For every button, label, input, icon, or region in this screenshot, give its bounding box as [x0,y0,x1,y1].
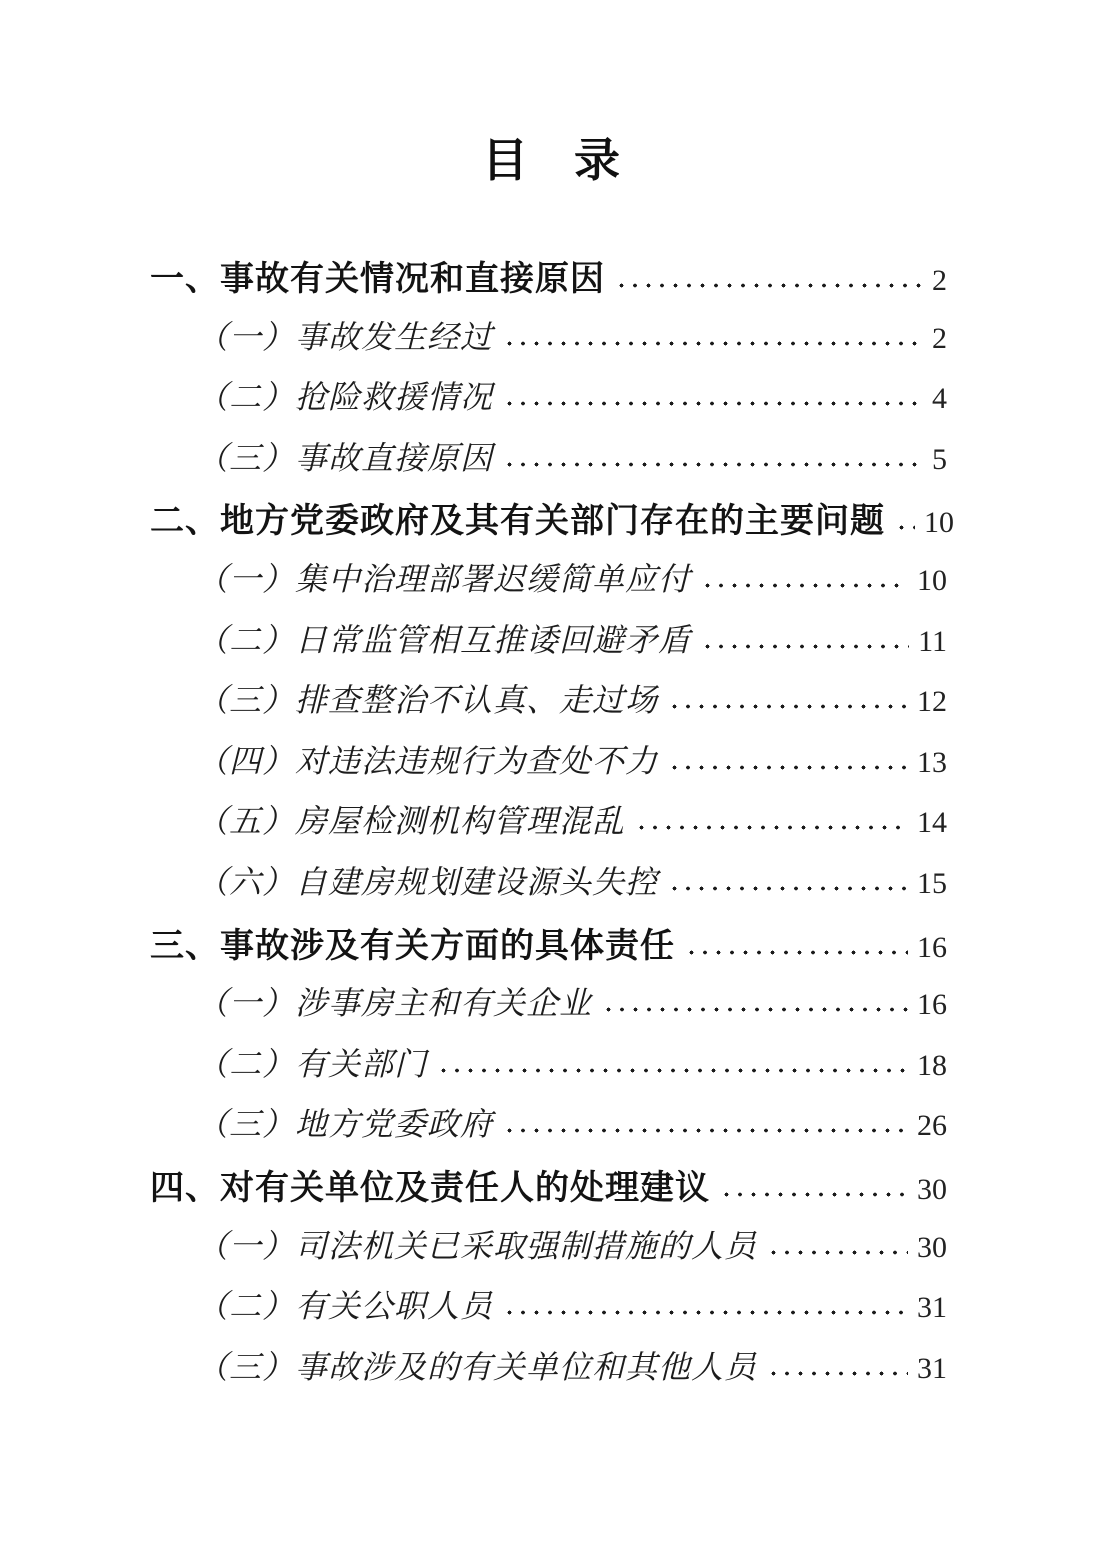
toc-entry-label: （三）事故涉及的有关单位和其他人员 [196,1348,758,1385]
toc-entry[interactable] [150,604,947,665]
toc-leader-dots [437,1066,908,1075]
toc-entry-label: （四）对违法违规行为查处不力 [196,742,659,779]
toc-leader-dots [685,948,908,957]
toc-entry[interactable] [150,785,947,846]
toc-entry-page-number: 14 [917,806,947,840]
toc-entry-label: （三）事故直接原因 [196,439,494,476]
toc-entry-page-number: 16 [917,988,947,1022]
toc-leader-dots [635,823,908,832]
toc-entry-label: （一）事故发生经过 [196,318,494,355]
toc-entry-page-number: 15 [917,866,947,900]
toc-entry[interactable] [150,543,947,604]
toc-entry-label: （二）有关部门 [196,1045,428,1082]
toc-leader-dots [503,460,923,469]
toc-entry-label: （二）抢险救援情况 [196,379,494,416]
toc-entry[interactable] [150,907,947,968]
toc-leader-dots [503,1126,908,1135]
toc-entry-label: 二、地方党委政府及其有关部门存在的主要问题 [150,502,885,541]
toc-entry-page-number: 31 [917,1351,947,1385]
toc-entry-label: （二）有关公职人员 [196,1288,494,1325]
toc-leader-dots [895,523,915,532]
toc-entry-page-number: 10 [924,506,954,540]
toc-entry[interactable] [150,301,947,362]
toc-entry-label: （五）房屋检测机构管理混乱 [196,803,626,840]
toc-entry[interactable] [150,1331,947,1392]
page-title: 目 录 [482,135,620,186]
toc-entry-label: 三、事故涉及有关方面的具体责任 [150,926,675,965]
toc-entry[interactable] [150,967,947,1028]
toc-leader-dots [503,1308,908,1317]
toc-entry[interactable] [150,1088,947,1149]
toc-entry-label: （二）日常监管相互推诿回避矛盾 [196,621,692,658]
toc-entry[interactable] [150,846,947,907]
toc-entry[interactable] [150,725,947,786]
toc-entry[interactable] [150,664,947,725]
toc-entry-page-number: 26 [917,1109,947,1143]
toc-entry[interactable] [150,482,954,543]
toc-leader-dots [701,581,908,590]
toc-leader-dots [767,1369,908,1378]
toc-entry-page-number: 5 [932,442,947,476]
toc-leader-dots [701,642,909,651]
toc-leader-dots [668,702,908,711]
toc-entry-page-number: 10 [917,563,947,597]
toc-entry-page-number: 2 [932,264,947,297]
toc-entry-label: （三）排查整治不认真、走过场 [196,682,659,719]
toc-entry-page-number: 12 [917,685,947,719]
toc-entry[interactable] [150,1210,947,1271]
toc-leader-dots [767,1248,908,1257]
toc-entry[interactable] [150,422,947,483]
toc-entry-label: （三）地方党委政府 [196,1106,494,1143]
toc-entry-page-number: 2 [932,321,947,355]
toc-entry-page-number: 30 [917,1230,947,1264]
toc-leader-dots [668,884,908,893]
toc-entry-label: （一）司法机关已采取强制措施的人员 [196,1227,758,1264]
toc-entry-label: 一、事故有关情况和直接原因 [150,260,605,298]
toc-entry[interactable] [150,1028,947,1089]
toc-leader-dots [602,1005,908,1014]
toc-entry-page-number: 18 [917,1048,947,1082]
toc-leader-dots [503,399,923,408]
toc-entry-label: （六）自建房规划建设源头失控 [196,863,659,900]
toc-leader-dots [503,339,923,348]
toc-entry-page-number: 11 [918,624,947,658]
toc-entry[interactable] [150,1270,947,1331]
toc-entry-label: （一）集中治理部署迟缓简单应付 [196,560,692,597]
toc-entry-page-number: 13 [917,745,947,779]
toc-entry-page-number: 4 [932,382,947,416]
toc-entry-label: 四、对有关单位及责任人的处理建议 [150,1168,710,1207]
toc-entry-page-number: 30 [917,1172,947,1206]
toc-entry[interactable] [150,240,947,301]
toc-entry-label: （一）涉事房主和有关企业 [196,985,593,1022]
toc-leader-dots [615,281,923,290]
toc-entry[interactable] [150,361,947,422]
toc-entry-page-number: 16 [917,930,947,964]
toc-leader-dots [720,1190,908,1199]
toc-entry-page-number: 31 [917,1291,947,1325]
toc-leader-dots [668,763,908,772]
toc-entry[interactable] [150,1149,947,1210]
toc-list [150,240,954,1391]
